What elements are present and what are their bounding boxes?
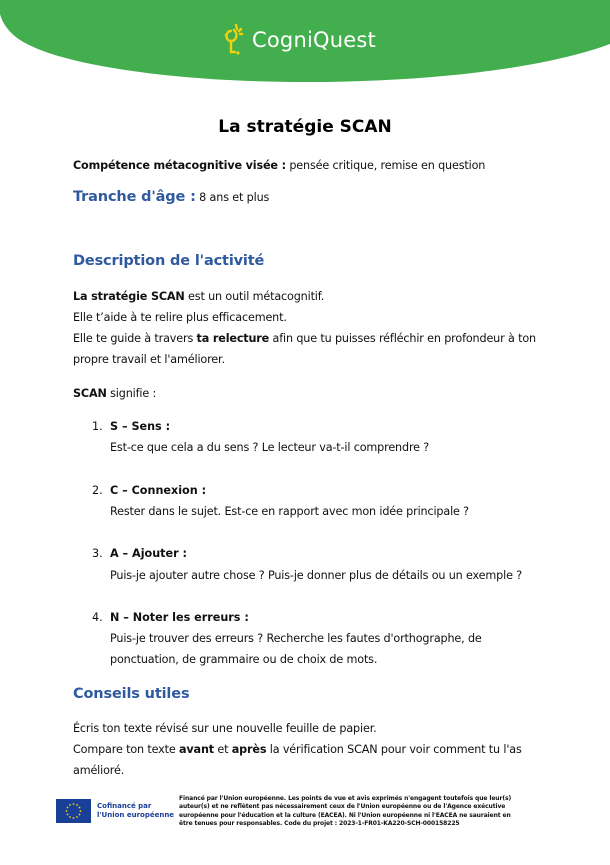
bold-text: après — [231, 743, 267, 756]
step-title: A – Ajouter : — [110, 547, 188, 560]
header-banner — [0, 0, 610, 90]
eu-cofunding-logo — [56, 799, 174, 823]
text: est un outil métacognitif. — [184, 290, 325, 303]
cogniquest-logo — [222, 20, 376, 60]
step-title: C – Connexion : — [110, 484, 207, 497]
step-body: Puis-je trouver des erreurs ? Recherche les fautes d'orthographe, de — [110, 632, 482, 645]
disclaimer-line: européenne pour l'éducation et la culture (EACEA). Ni l'Union européenne ni l'EACEA ne sauraient en — [179, 811, 511, 819]
step-number: 1. — [92, 420, 103, 433]
description-line-2: Elle t’aide à te relire plus efficacement. — [73, 311, 287, 324]
disclaimer-line: Financé par l'Union européenne. Les points de vue et avis exprimés n'engagent toutefois que leur(s) — [179, 795, 512, 802]
step-title: N – Noter les erreurs : — [110, 611, 249, 624]
step-number: 3. — [92, 547, 103, 560]
description-line-4: propre travail et l'améliorer. — [73, 353, 225, 366]
text: la vérification SCAN pour voir comment tu l'as — [266, 743, 522, 756]
step-title: S – Sens : — [110, 420, 171, 433]
brand-name: CogniQuest — [252, 28, 376, 52]
competence-label: Compétence métacognitive visée : — [73, 159, 286, 172]
eu-cofunding-text — [97, 802, 174, 820]
step-body: Puis-je ajouter autre chose ? Puis-je donner plus de détails ou un exemple ? — [110, 569, 522, 582]
funding-disclaimer — [179, 795, 539, 828]
page-title: La stratégie SCAN — [218, 117, 392, 137]
description-line-1 — [73, 290, 324, 303]
age-value: 8 ans et plus — [195, 191, 270, 204]
scan-intro — [73, 387, 156, 400]
text: Cofinancé par — [97, 802, 152, 810]
age-line — [73, 189, 269, 205]
step-number: 2. — [92, 484, 103, 497]
disclaimer-line: être tenues pour responsables. Code du projet : 2023-1-FR01-KA220-SCH-000158225 — [179, 819, 460, 827]
text: signifie : — [106, 387, 157, 400]
text: afin que tu puisses réfléchir en profondeur à ton — [269, 332, 536, 345]
text: l'Union européenne — [97, 811, 175, 819]
text: Elle te guide à travers — [73, 332, 197, 345]
bold-text: ta relecture — [196, 332, 270, 345]
tips-line-3: amélioré. — [73, 764, 125, 777]
description-line-3 — [73, 332, 536, 345]
lightbulb-person-icon — [222, 22, 248, 58]
bold-text: avant — [179, 743, 214, 756]
step-body: Rester dans le sujet. Est-ce en rapport avec mon idée principale ? — [110, 505, 469, 518]
description-heading: Description de l'activité — [73, 253, 265, 269]
text: et — [213, 743, 232, 756]
competence-value: pensée critique, remise en question — [285, 159, 486, 172]
age-label: Tranche d'âge : — [73, 189, 196, 205]
bold-text: SCAN — [73, 387, 107, 400]
competence-line — [73, 159, 485, 172]
bold-text: La stratégie SCAN — [73, 290, 185, 303]
tips-line-2 — [73, 743, 522, 756]
tips-heading: Conseils utiles — [73, 686, 190, 702]
text: Compare ton texte — [73, 743, 180, 756]
step-body: Est-ce que cela a du sens ? Le lecteur va-t-il comprendre ? — [110, 441, 430, 454]
tips-line-1: Écris ton texte révisé sur une nouvelle feuille de papier. — [73, 722, 377, 735]
step-number: 4. — [92, 611, 103, 624]
step-body: ponctuation, de grammaire ou de choix de mots. — [110, 653, 378, 666]
eu-flag-icon — [56, 799, 91, 823]
disclaimer-line: auteur(s) et ne reflètent pas nécessairement ceux de l'Union européenne ou de l'Agence exécutive — [179, 803, 506, 811]
